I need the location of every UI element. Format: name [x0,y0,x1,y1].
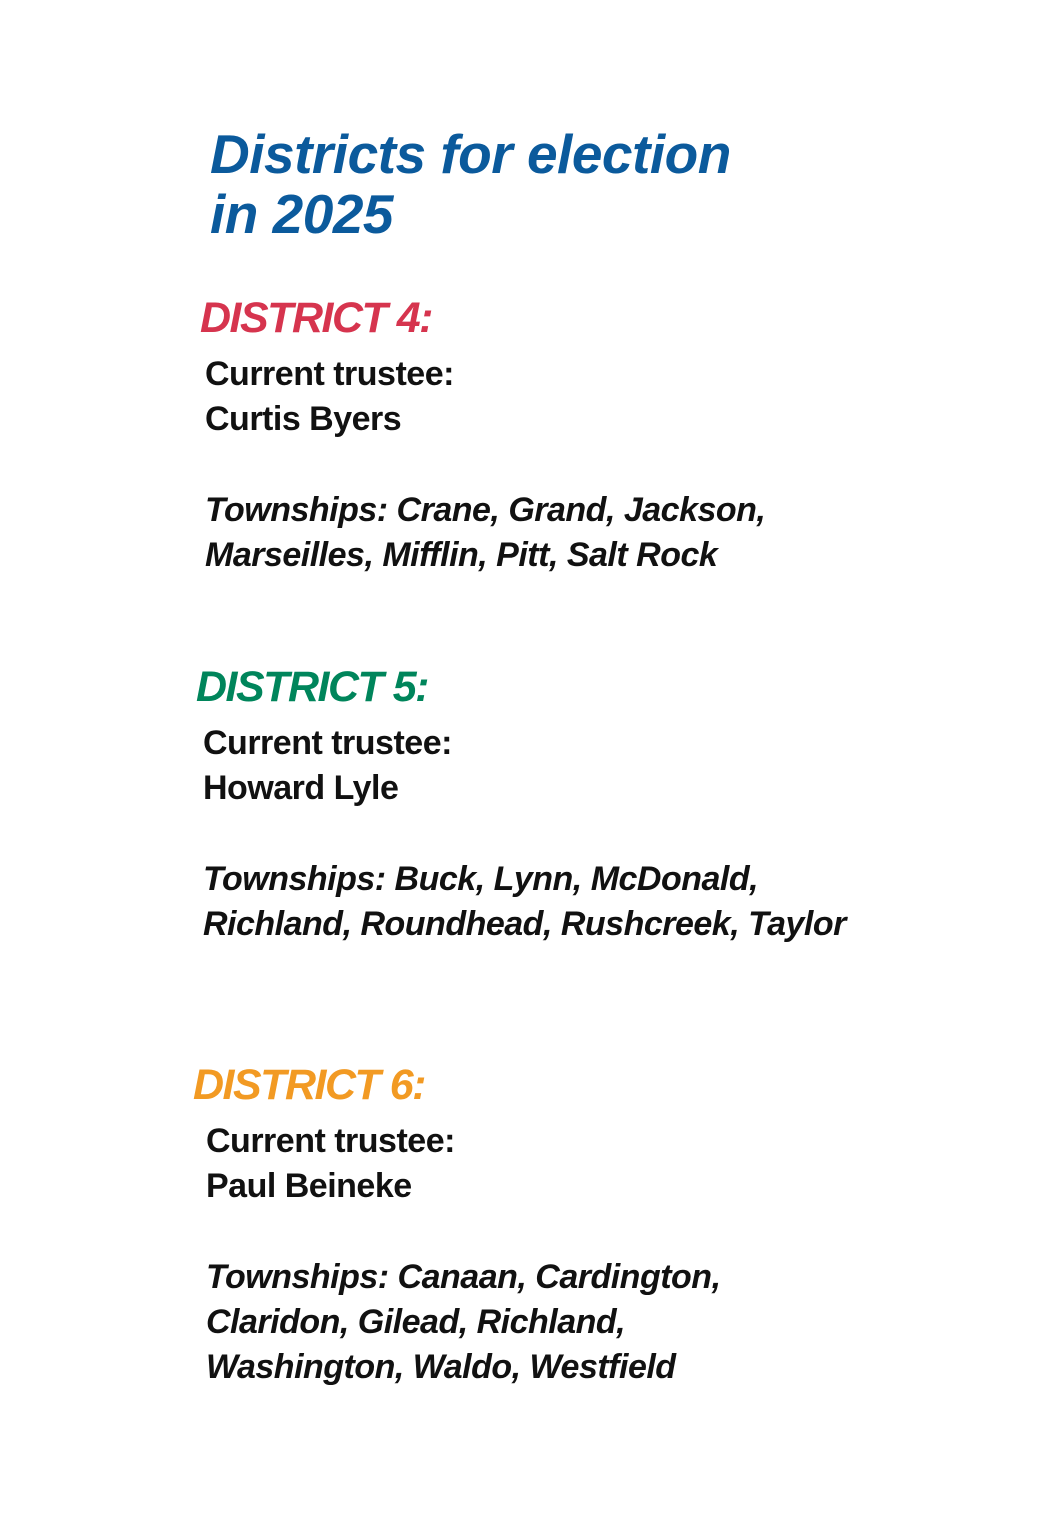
district-4-townships [205,488,765,578]
district-5-trustee [203,721,846,811]
district-5-townships-line-2: Richland, Roundhead, Rushcreek, Taylor [203,905,846,943]
district-6-townships-line-2: Claridon, Gilead, Richland, [206,1303,626,1341]
district-4-townships-line-1: Townships: Crane, Grand, Jackson, [205,491,766,529]
district-4-section [200,294,765,578]
district-6-townships [206,1255,721,1390]
district-5-trustee-label: Current trustee: [203,724,452,762]
district-4-trustee [205,352,765,442]
district-5-townships [203,857,846,947]
page-title [210,124,731,244]
district-6-section [193,1061,721,1390]
district-4-townships-line-2: Marseilles, Mifflin, Pitt, Salt Rock [205,536,718,574]
district-5-heading: DISTRICT 5: [196,663,428,711]
district-5-section [196,663,846,947]
district-6-heading: DISTRICT 6: [193,1061,425,1109]
page-title-line-1: Districts for election [210,123,731,185]
district-6-townships-line-3: Washington, Waldo, Westfield [206,1348,676,1386]
district-6-trustee-name: Paul Beineke [206,1167,412,1205]
district-6-townships-line-1: Townships: Canaan, Cardington, [206,1258,721,1296]
district-6-trustee [206,1119,721,1209]
district-4-heading: DISTRICT 4: [200,294,432,342]
district-4-trustee-label: Current trustee: [205,355,454,393]
district-6-trustee-label: Current trustee: [206,1122,455,1160]
district-5-trustee-name: Howard Lyle [203,769,399,807]
page-title-line-2: in 2025 [210,183,394,245]
district-5-townships-line-1: Townships: Buck, Lynn, McDonald, [203,860,759,898]
district-4-trustee-name: Curtis Byers [205,400,402,438]
